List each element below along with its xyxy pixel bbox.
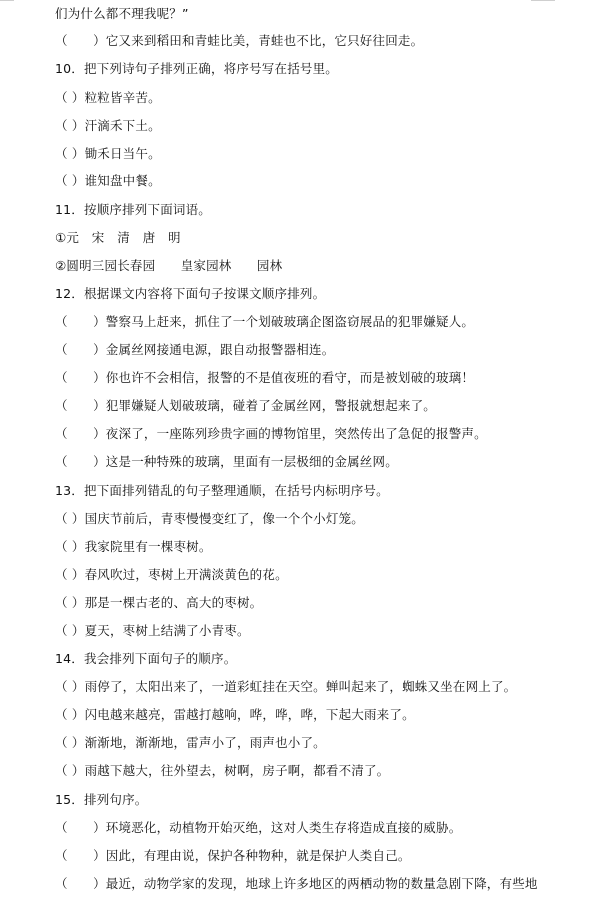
poem-line: （ ）汗滴禾下土。 <box>55 118 161 133</box>
sentence-line: （ ）我家院里有一棵枣树。 <box>55 539 212 554</box>
word-order-line: ①元 宋 清 唐 明 <box>55 230 181 245</box>
sentence-line: （ ）夏天，枣树上结满了小青枣。 <box>55 623 250 638</box>
sentence-line: （ ）那是一棵古老的、高大的枣树。 <box>55 595 263 610</box>
poem-line: （ ）锄禾日当午。 <box>55 146 161 161</box>
poem-line: （ ）粒粒皆辛苦。 <box>55 90 161 105</box>
sentence-line: （ ）春风吹过，枣树上开满淡黄色的花。 <box>55 567 288 582</box>
sentence-line: （ ）雨越下越大，往外望去，树啊，房子啊，都看不清了。 <box>55 763 390 778</box>
sentence-line: （ ）国庆节前后，青枣慢慢变红了，像一个个小灯笼。 <box>55 511 364 526</box>
question-10-title: 10．把下列诗句子排列正确，将序号写在括号里。 <box>55 61 339 76</box>
question-11-title: 11．按顺序排列下面词语。 <box>55 202 212 217</box>
sentence-line: （ ）夜深了，一座陈列珍贵字画的博物馆里，突然传出了急促的报警声。 <box>55 426 487 441</box>
text-line: 们为什么都不理我呢？” <box>55 6 189 21</box>
sentence-line: （ ）最近，动物学家的发现，地球上许多地区的两栖动物的数量急剧下降，有些地 <box>55 876 538 891</box>
sentence-line: （ ）因此，有理由说，保护各种物种，就是保护人类自己。 <box>55 848 411 863</box>
sentence-line: （ ）金属丝网接通电源，跟自动报警器相连。 <box>55 342 335 357</box>
sentence-line: （ ）环境恶化，动植物开始灭绝，这对人类生存将造成直接的威胁。 <box>55 820 462 835</box>
sentence-line: （ ）雨停了，太阳出来了，一道彩虹挂在天空。蝉叫起来了，蜘蛛又坐在网上了。 <box>55 679 517 694</box>
question-14-title: 14．我会排列下面句子的顺序。 <box>55 651 237 666</box>
sentence-line: （ ）闪电越来越亮，雷越打越响，哗，哗，哗，下起大雨来了。 <box>55 707 415 722</box>
top-right-rule <box>531 0 555 1</box>
question-15-title: 15．排列句序。 <box>55 792 148 807</box>
sentence-line: （ ）渐渐地，渐渐地，雷声小了，雨声也小了。 <box>55 735 326 750</box>
question-13-title: 13．把下面排列错乱的句子整理通顺，在括号内标明序号。 <box>55 483 389 498</box>
sentence-line: （ ）这是一种特殊的玻璃，里面有一层极细的金属丝网。 <box>55 454 398 469</box>
word-order-line: ②圆明三园长春园 皇家园林 园林 <box>55 258 283 273</box>
sentence-line: （ ）警察马上赶来，抓住了一个划破玻璃企图盗窃展品的犯罪嫌疑人。 <box>55 314 475 329</box>
question-12-title: 12．根据课文内容将下面句子按课文顺序排列。 <box>55 286 326 301</box>
top-left-rule <box>0 0 14 1</box>
sentence-line: （ ）你也许不会相信，报警的不是值夜班的看守，而是被划破的玻璃！ <box>55 370 475 385</box>
answer-line: （ ）它又来到稻田和青蛙比美，青蛙也不比，它只好往回走。 <box>55 33 424 48</box>
sentence-line: （ ）犯罪嫌疑人划破玻璃，碰着了金属丝网，警报就想起来了。 <box>55 398 437 413</box>
poem-line: （ ）谁知盘中餐。 <box>55 173 161 188</box>
